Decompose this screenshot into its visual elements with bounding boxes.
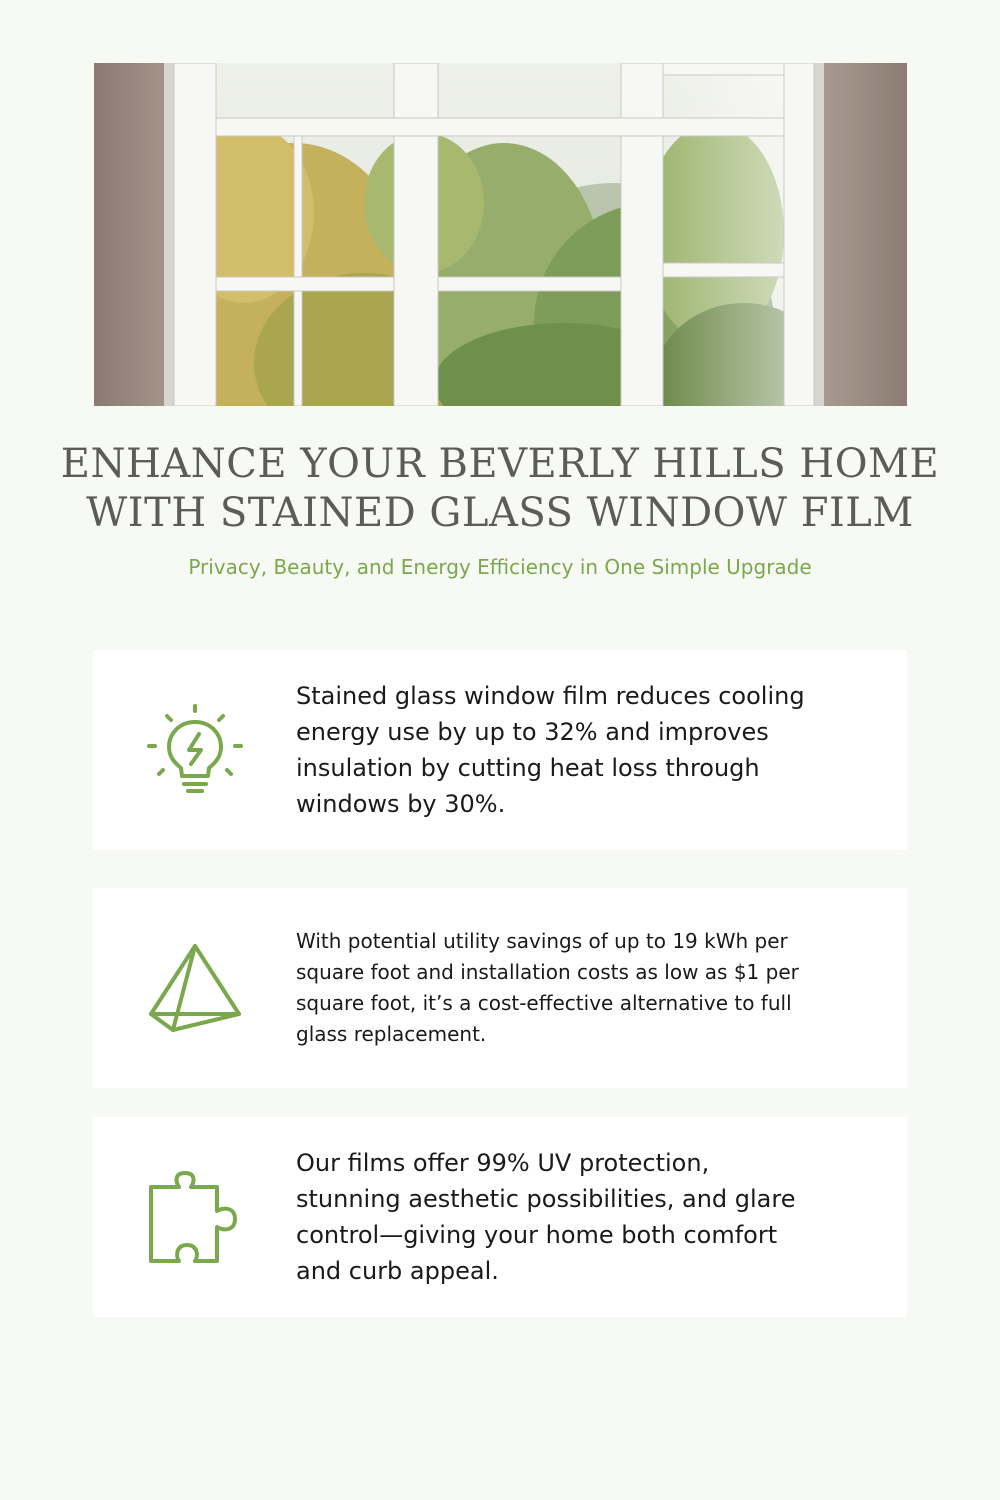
feature-text-energy: Stained glass window film reduces cooling energy use by up to 32% and improves insulation by cutting heat loss through windows by 30%.	[296, 682, 805, 818]
puzzle-piece-icon	[145, 1167, 245, 1267]
pyramid-icon	[145, 938, 245, 1038]
page-subtitle: Privacy, Beauty, and Energy Efficiency in One Simple Upgrade	[188, 555, 812, 579]
feature-card-protection	[93, 1117, 907, 1317]
feature-text-savings: With potential utility savings of up to 19 kWh per square foot and installation costs as low as $1 per square foot, it’s a cost-effective alternative to full glass replacement.	[296, 929, 799, 1046]
lightbulb-bolt-icon	[145, 700, 245, 800]
feature-card-energy	[93, 650, 907, 850]
feature-text-protection: Our films offer 99% UV protection, stunning aesthetic possibilities, and glare control—giving your home both comfort and curb appeal.	[296, 1149, 796, 1285]
hero-image	[94, 63, 907, 406]
feature-card-savings	[93, 888, 907, 1088]
title-line-1: ENHANCE YOUR BEVERLY HILLS HOME	[60, 441, 940, 487]
page-title	[60, 440, 940, 538]
window-view-illustration	[94, 63, 907, 406]
title-line-2: WITH STAINED GLASS WINDOW FILM	[86, 490, 914, 536]
